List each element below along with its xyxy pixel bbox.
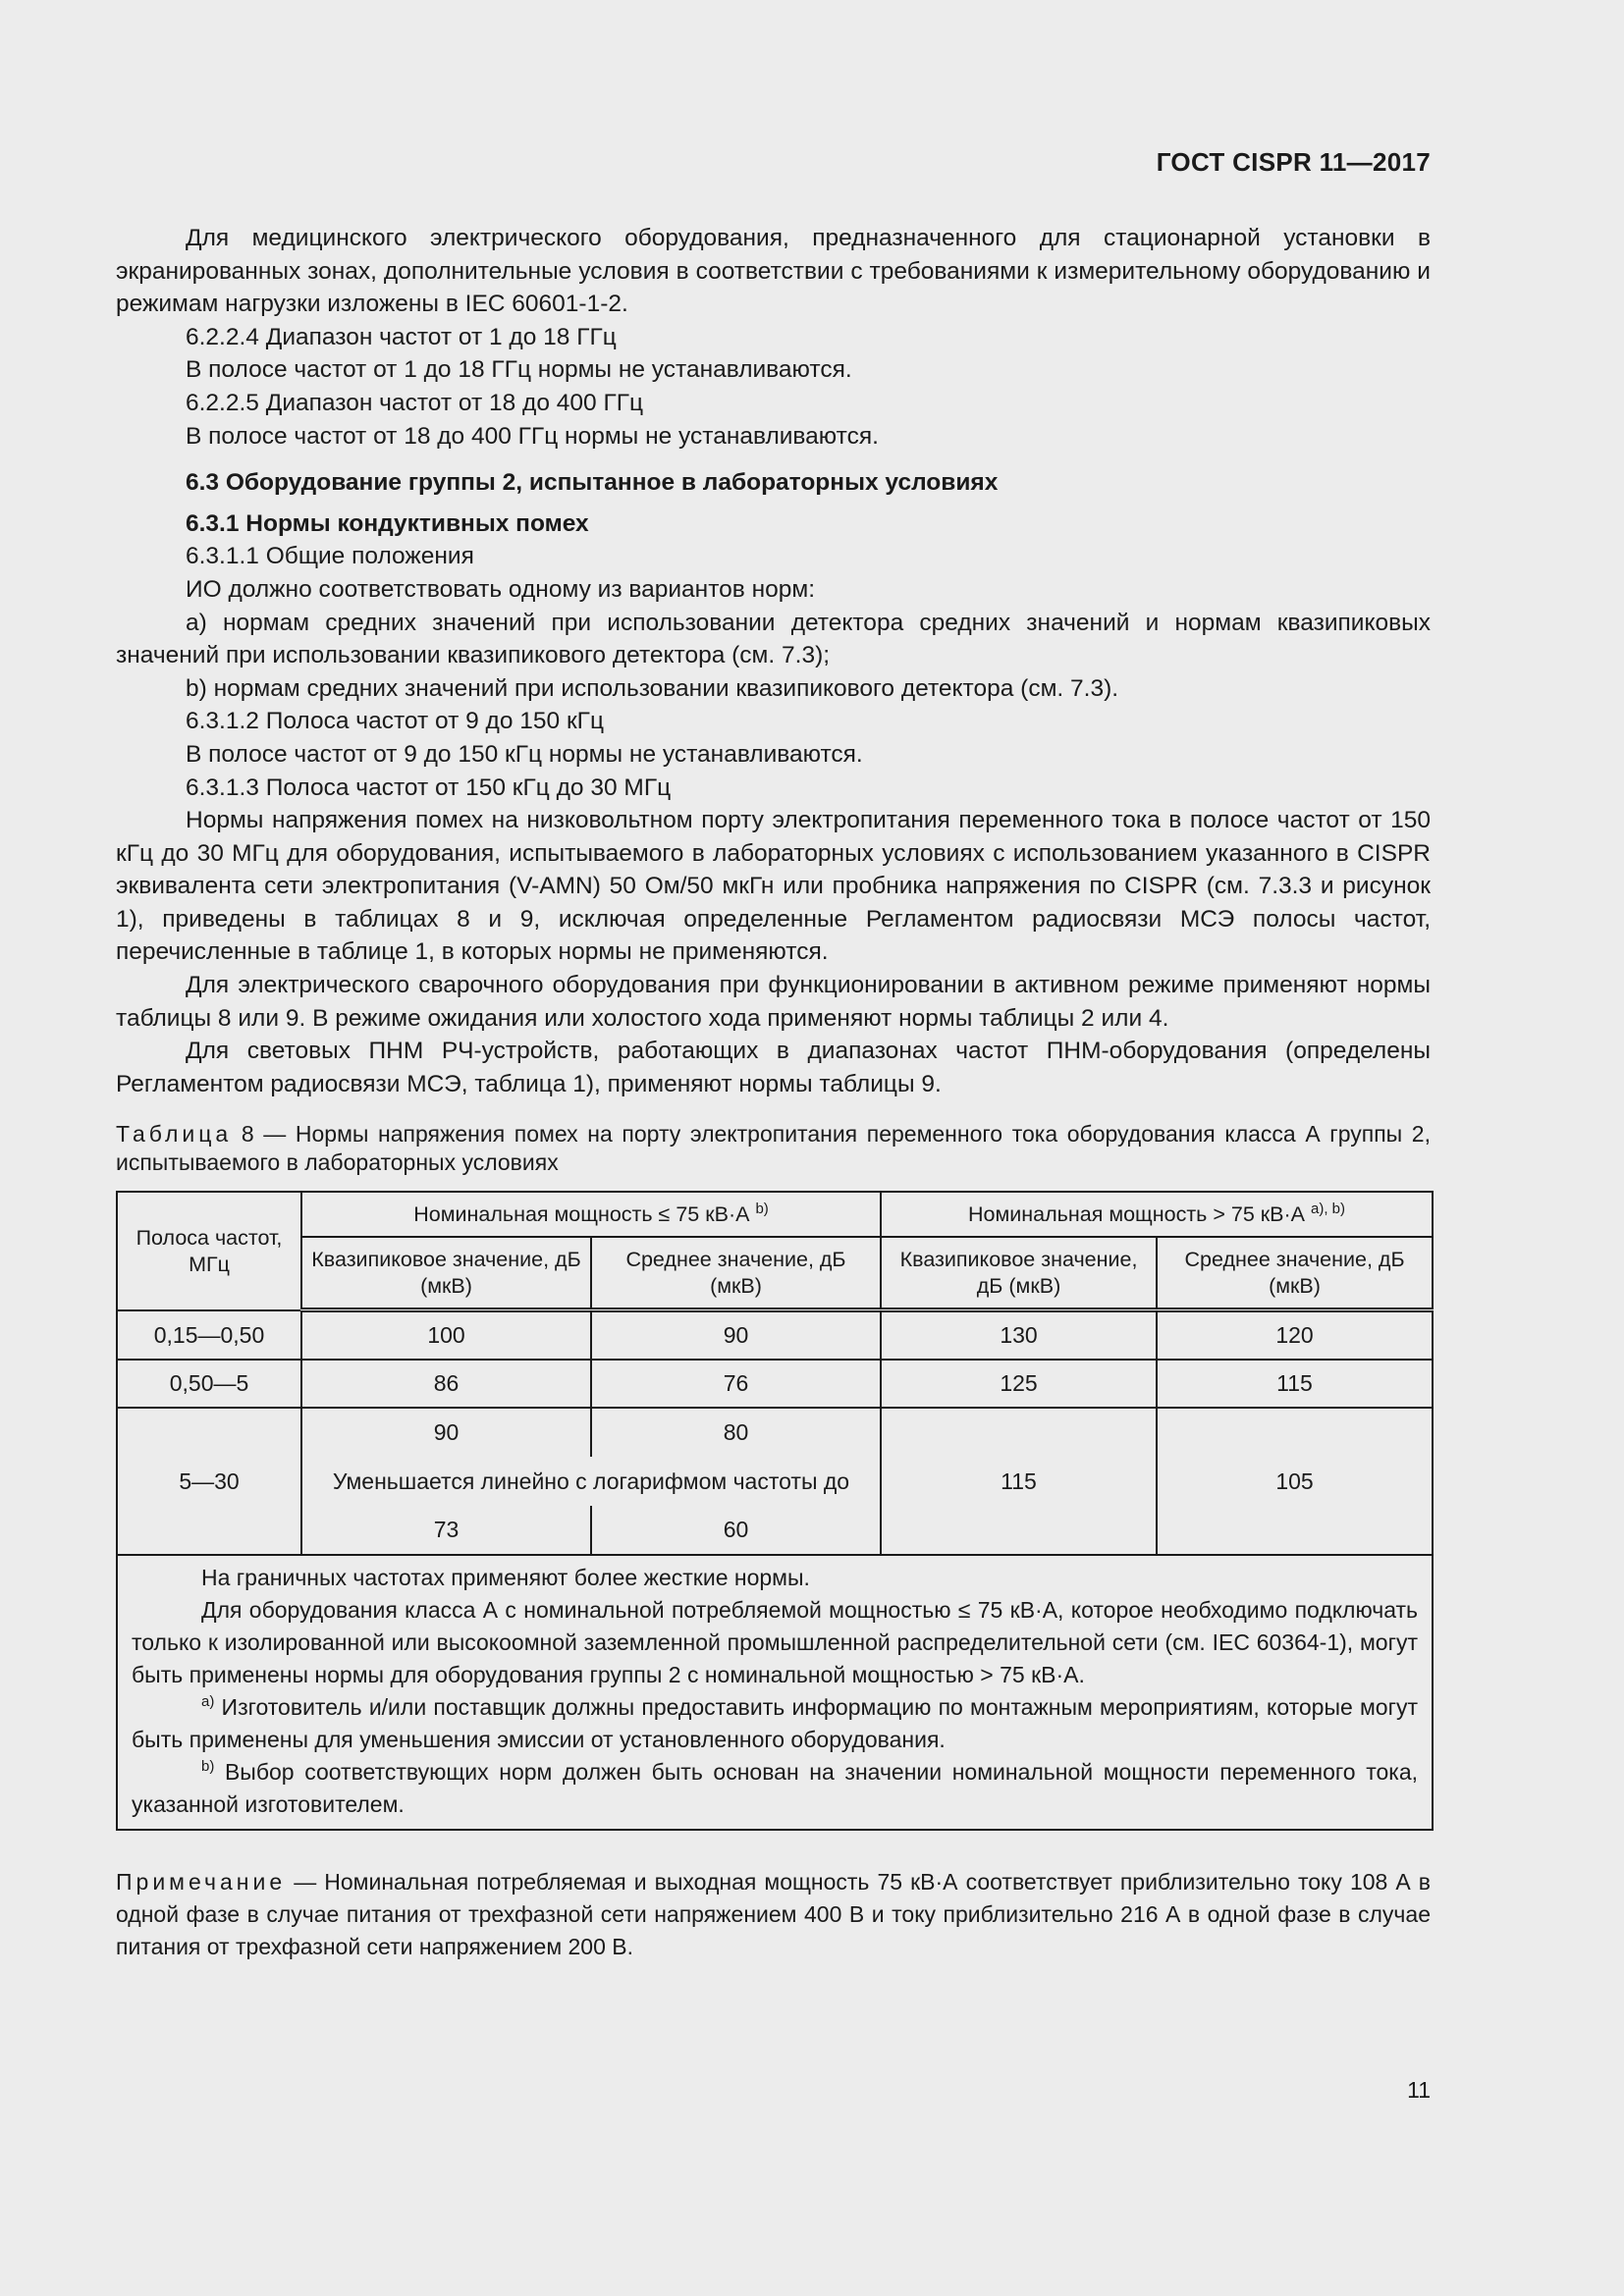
table-subheader-row (117, 1237, 1433, 1310)
section-heading-6-2-2-4: 6.2.2.4 Диапазон частот от 1 до 18 ГГц (186, 323, 617, 350)
table-8 (116, 1191, 1434, 1831)
document-header: ГОСТ CISPR 11—2017 (1156, 147, 1431, 177)
col-avg-1: Среднее значение, дБ (мкВ) (591, 1237, 881, 1310)
table-notes-row (117, 1555, 1433, 1830)
paragraph: В полосе частот от 1 до 18 ГГц нормы не устанавливаются. (186, 356, 852, 384)
table-notes: На граничных частотах применяют более жесткие нормы. Для оборудования класса А с номинальной потребляемой мощностью ≤ 75 кВ·А, которое необходимо подключать только к изолированной или высокоомной заземленной промышленной распределительной сети (см. IEC 60364-1), могут быть применены нормы для оборудования группы 2 с номинальной мощностью > 75 кВ·А. $^{a)}$ Изготовитель и/или поставщик должны предоставить информацию по монтажным мероприятиям, которые могут быть применены для уменьшения эмиссии от установленного оборудования. $^{b)}$ Выбор соответствующих норм должен быть основан на значении номинальной мощности переменного тока, указанной изготовителем. (117, 1555, 1433, 1830)
remark-text: — Номинальная потребляемая и выходная мощность 75 кВ·А соответствует приблизительно току 108 А в одной фазе в случае питания от трехфазной сети напряжением 400 В и току приблизительно 216 А в одной фазе в случае питания от трехфазной сети напряжением 200 В. (116, 1869, 1431, 1960)
table-row: 0,50—5 86 76 125 115 (117, 1360, 1433, 1408)
col-qp-1: Квазипиковое значение, дБ (мкВ) (301, 1237, 591, 1310)
paragraph: В полосе частот от 18 до 400 ГГц нормы не устанавливаются. (186, 422, 879, 450)
section-heading-6-3-1-1: 6.3.1.1 Общие положения (186, 543, 474, 570)
table-row: 73 60 (117, 1506, 1433, 1555)
col-group-le-75: Номинальная мощность ≤ 75 кВ·А $^{b)}$ (301, 1192, 881, 1237)
page-content (116, 222, 1431, 1963)
list-item-b: b) нормам средних значений при использовании квазипикового детектора (см. 7.3). (186, 674, 1119, 702)
footnote-b: $^{b)}$ Выбор соответствующих норм должен быть основан на значении номинальной мощности переменного тока, указанной изготовителем. (132, 1758, 1419, 1818)
col-avg-2: Среднее значение, дБ (мкВ) (1157, 1237, 1433, 1310)
table-row: 5—30 90 80 115 105 (117, 1408, 1433, 1457)
col-group-gt-75: Номинальная мощность > 75 кВ·А $^{a), b)}$ (881, 1192, 1433, 1237)
section-heading-6-3: 6.3 Оборудование группы 2, испытанное в лабораторных условиях (186, 469, 999, 497)
section-heading-6-3-1: 6.3.1 Нормы кондуктивных помех (186, 509, 589, 537)
list-item-a: a) нормам средних значений при использовании детектора средних значений и нормам квазипиковых значений при использовании квазипикового детектора (см. 7.3); (116, 609, 1431, 669)
paragraph: В полосе частот от 9 до 150 кГц нормы не устанавливаются. (186, 740, 863, 768)
table-caption (116, 1120, 1431, 1177)
table-header-row (117, 1192, 1433, 1237)
paragraph: Для электрического сварочного оборудования при функционировании в активном режиме применяют нормы таблицы 8 или 9. В режиме ожидания или холостого хода применяют нормы таблицы 2 или 4. (116, 972, 1431, 1032)
col-qp-2: Квазипиковое значение, дБ (мкВ) (881, 1237, 1157, 1310)
paragraph: Для световых ПНМ РЧ-устройств, работающих в диапазонах частот ПНМ-оборудования (определены Регламентом радиосвязи МСЭ, таблица 1), применяют нормы таблицы 9. (116, 1038, 1431, 1097)
table-row: 0,15—0,50 100 90 130 120 (117, 1310, 1433, 1361)
linear-decrease-note: Уменьшается линейно с логарифмом частоты до (301, 1457, 881, 1506)
paragraph: ИО должно соответствовать одному из вариантов норм: (186, 575, 816, 603)
page-number: 11 (1407, 2077, 1431, 2103)
remark-word: Примечание (116, 1869, 287, 1896)
section-heading-6-2-2-5: 6.2.2.5 Диапазон частот от 18 до 400 ГГц (186, 389, 644, 416)
paragraph: Нормы напряжения помех на низковольтном порту электропитания переменного тока в полосе частот от 150 кГц до 30 МГц для оборудования, испытываемого в лабораторных условиях с использованием указанного в CISPR эквивалента сети электропитания (V-AMN) 50 Ом/50 мкГн или пробника напряжения по CISPR (см. 7.3.3 и рисунок 1), приведены в таблицах 8 и 9, исключая определенные Регламентом радиосвязи МСЭ полосы частот, перечисленные в таблице 1, в которых нормы не применяются. (116, 807, 1431, 966)
col-frequency: Полоса частот, МГц (117, 1192, 301, 1310)
remark (116, 1866, 1431, 1963)
footnote-a: $^{a)}$ Изготовитель и/или поставщик должны предоставить информацию по монтажным мероприятиям, которые могут быть применены для уменьшения эмиссии от установленного оборудования. (132, 1693, 1419, 1753)
table-caption-word: Таблица (116, 1121, 233, 1148)
section-heading-6-3-1-3: 6.3.1.3 Полоса частот от 150 кГц до 30 МГц (186, 774, 672, 801)
paragraph: Для медицинского электрического оборудования, предназначенного для стационарной установки в экранированных зонах, дополнительные условия в соответствии с требованиями к измерительному оборудованию и режимам нагрузки изложены в IEC 60601-1-2. (116, 225, 1431, 318)
table-caption-text: 8 — Нормы напряжения помех на порту электропитания переменного тока оборудования класса А группы 2, испытываемого в лабораторных условиях (116, 1121, 1431, 1176)
section-heading-6-3-1-2: 6.3.1.2 Полоса частот от 9 до 150 кГц (186, 708, 604, 735)
